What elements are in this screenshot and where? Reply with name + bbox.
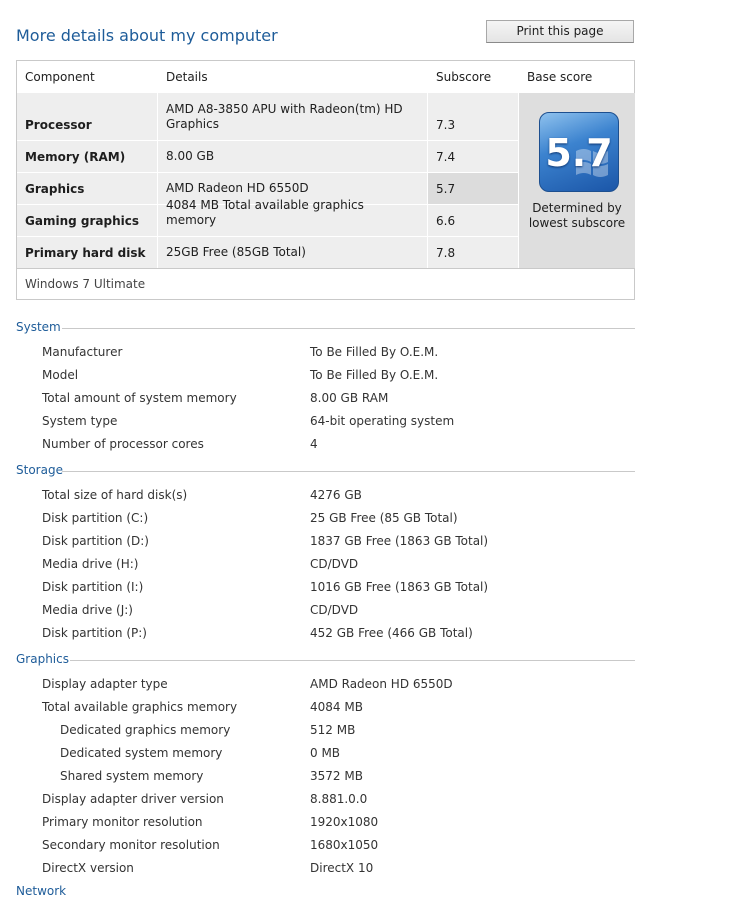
storage-key: Total size of hard disk(s)	[42, 488, 188, 502]
component-subscore: 7.4	[436, 150, 456, 164]
score-row-memory	[17, 141, 518, 172]
header-component: Component	[25, 70, 95, 84]
storage-value: CD/DVD	[310, 557, 359, 571]
system-value: To Be Filled By O.E.M.	[310, 345, 439, 359]
component-details: AMD Radeon HD 6550D	[166, 181, 309, 195]
score-table	[16, 60, 635, 300]
section-title-storage: Storage	[16, 463, 63, 477]
system-value: 8.00 GB RAM	[310, 391, 389, 405]
score-row-processor	[17, 93, 518, 140]
storage-value: CD/DVD	[310, 603, 359, 617]
graphics-key: Display adapter type	[42, 677, 168, 691]
storage-key: Disk partition (D:)	[42, 534, 149, 548]
base-score-badge	[539, 112, 619, 192]
storage-value: 25 GB Free (85 GB Total)	[310, 511, 458, 525]
component-label: Processor	[25, 118, 92, 132]
component-subscore: 6.6	[436, 214, 456, 228]
base-score-cell	[519, 93, 635, 268]
component-subscore: 5.7	[436, 182, 456, 196]
graphics-key: Total available graphics memory	[42, 700, 238, 714]
section-title-network: Network	[16, 884, 67, 898]
section-title-system: System	[16, 320, 61, 334]
graphics-value: AMD Radeon HD 6550D	[310, 677, 453, 691]
windows-edition: Windows 7 Ultimate	[25, 277, 146, 291]
graphics-key: Secondary monitor resolution	[42, 838, 220, 852]
graphics-value: 0 MB	[310, 746, 341, 760]
base-score-caption	[519, 201, 635, 231]
graphics-value: 512 MB	[310, 723, 356, 737]
graphics-key: Primary monitor resolution	[42, 815, 203, 829]
graphics-key: Display adapter driver version	[42, 792, 224, 806]
storage-key: Media drive (H:)	[42, 557, 139, 571]
graphics-key: Dedicated system memory	[60, 746, 223, 760]
graphics-value: 3572 MB	[310, 769, 363, 783]
base-caption-line-2: lowest subscore	[528, 216, 626, 230]
system-key: Model	[42, 368, 79, 382]
page-title: More details about my computer	[16, 26, 278, 45]
graphics-value: 1680x1050	[310, 838, 379, 852]
component-details: 4084 MB Total available graphics memory	[166, 198, 364, 227]
section-divider	[62, 471, 635, 472]
print-page-button[interactable]: Print this page	[486, 20, 634, 43]
component-label: Graphics	[25, 182, 85, 196]
system-key: Total amount of system memory	[42, 391, 237, 405]
header-subscore: Subscore	[436, 70, 492, 84]
graphics-value: DirectX 10	[310, 861, 374, 875]
base-caption-line-1: Determined by	[532, 201, 622, 215]
section-title-graphics: Graphics	[16, 652, 69, 666]
header-base-score: Base score	[527, 70, 593, 84]
storage-value: 1837 GB Free (1863 GB Total)	[310, 534, 489, 548]
system-key: System type	[42, 414, 118, 428]
system-value: 4	[310, 437, 318, 451]
system-key: Number of processor cores	[42, 437, 204, 451]
component-label: Memory (RAM)	[25, 150, 126, 164]
component-subscore: 7.3	[436, 118, 456, 132]
system-value: To Be Filled By O.E.M.	[310, 368, 439, 382]
graphics-value: 8.881.0.0	[310, 792, 368, 806]
storage-key: Disk partition (P:)	[42, 626, 147, 640]
component-details: 8.00 GB	[166, 149, 215, 163]
component-label: Gaming graphics	[25, 214, 139, 228]
graphics-value: 4084 MB	[310, 700, 363, 714]
score-row-primary-hard-disk	[17, 237, 518, 268]
storage-value: 4276 GB	[310, 488, 362, 502]
component-details: AMD A8-3850 APU with Radeon(tm) HD Graphics	[166, 102, 403, 131]
component-details: 25GB Free (85GB Total)	[166, 245, 306, 259]
graphics-key: Dedicated graphics memory	[60, 723, 231, 737]
graphics-key: Shared system memory	[60, 769, 204, 783]
graphics-key: DirectX version	[42, 861, 134, 875]
system-value: 64-bit operating system	[310, 414, 455, 428]
storage-value: 1016 GB Free (1863 GB Total)	[310, 580, 489, 594]
graphics-value: 1920x1080	[310, 815, 379, 829]
table-divider	[17, 268, 634, 269]
section-divider	[70, 660, 635, 661]
storage-key: Media drive (J:)	[42, 603, 133, 617]
storage-key: Disk partition (I:)	[42, 580, 144, 594]
component-label: Primary hard disk	[25, 246, 146, 260]
section-divider	[62, 328, 635, 329]
base-score-value: 5.7	[545, 131, 613, 175]
storage-value: 452 GB Free (466 GB Total)	[310, 626, 473, 640]
score-row-gaming-graphics	[17, 198, 518, 236]
header-details: Details	[166, 70, 208, 84]
system-key: Manufacturer	[42, 345, 123, 359]
component-subscore: 7.8	[436, 246, 456, 260]
storage-key: Disk partition (C:)	[42, 511, 149, 525]
